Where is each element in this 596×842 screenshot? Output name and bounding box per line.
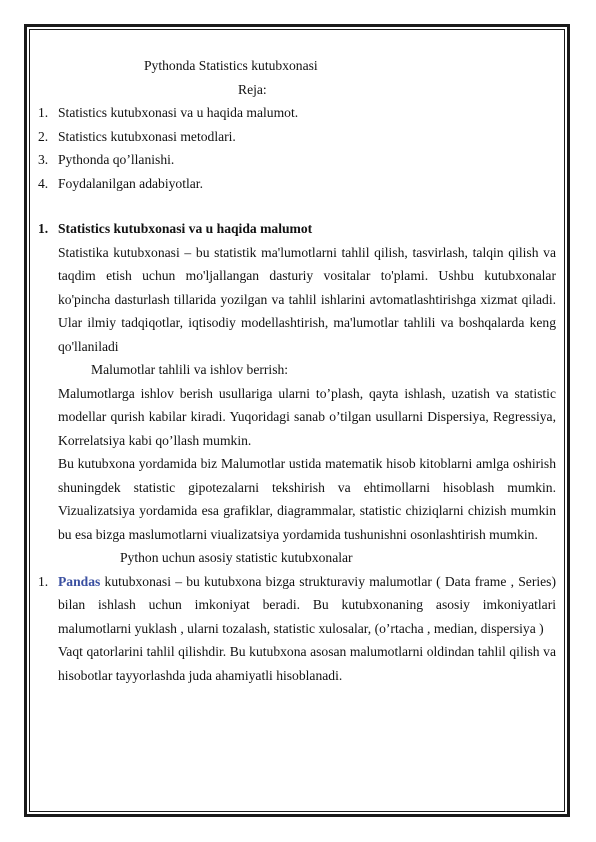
- libraries-heading: Python uchun asosiy statistic kutubxonalar: [120, 550, 353, 565]
- document-body: [38, 54, 556, 687]
- toc-item: 3. Pythonda qo’llanishi.: [38, 152, 175, 167]
- paragraph-intro: Statistika kutubxonasi – bu statistik ma'lumotlarni tahlil qilish, tasvirlash, talqin qilish va taqdim etish uchun mo'ljallangan dasturiy vositalar to'plami. Ushbu kutubxonalar ko'pincha dasturlash tillarida yozilgan va tahlil ishlarini avtomatlashtirishga xizmat qiladi. Ular ilmiy tadqiqotlar, iqtisodiy modellashtirish, ma'lumotlar tahlili va boshqalarda keng qo'llaniladi: [58, 244, 556, 354]
- section-heading: 1. Statistics kutubxonasi va u haqida malumot: [38, 221, 313, 236]
- paragraph-usage: Bu kutubxona yordamida biz Malumotlar ustida matematik hisob kitoblarni amlga oshirish shuningdek statistic gipotezalarni tekshirish va ehtimollarni hisoblash mumkin. Vizualizatsiya yordamida esa grafiklar, diagrammalar, statistic chiziqlarni chizish mumkin bu esa bizga maslumotlarni viualizatsiya yordamida tushunishni osonlashtirish mumkin.: [58, 456, 556, 542]
- table-of-contents: [38, 101, 556, 195]
- plan-label: Reja:: [238, 81, 267, 97]
- toc-item: 4. Foydalanilgan adabiyotlar.: [38, 175, 203, 191]
- paragraph-processing: Malumotlarga ishlov berish usullariga ularni to’plash, qayta ishlash, uzatish va statistic modellar qurish kabilar kiradi. Yuqoridagi sanab o’tilgan usullarni Dispersiya, Regressiya, Korrelatsiya kabi qo’llash mumkin.: [58, 385, 556, 448]
- library-item-pandas: 1. Pandas kutubxonasi – bu kutubxona bizga strukturaviy malumotlar ( Data frame , Series) bilan ishlash uchun imkoniyat beradi. Bu kutubxonaning asosiy imkoniyatlari malumotlarni yuklash , ularni tozalash, statistic xulosalar, (o’rtacha , median, dispersiya ): [38, 573, 556, 636]
- toc-item: 2. Statistics kutubxonasi metodlari.: [38, 128, 236, 144]
- toc-item: 1. Statistics kutubxonasi va u haqida malumot.: [38, 105, 299, 120]
- document-title: Pythonda Statistics kutubxonasi: [144, 58, 318, 73]
- subheading: Malumotlar tahlili va ishlov berrish:: [91, 362, 289, 377]
- pandas-name: Pandas: [58, 573, 101, 589]
- paragraph-time-series: Vaqt qatorlarini tahlil qilishdir. Bu kutubxona asosan malumotlarni oldindan tahlil qilish va hisobotlar tayyorlashda juda ahamiyatli hisoblanadi.: [58, 644, 556, 683]
